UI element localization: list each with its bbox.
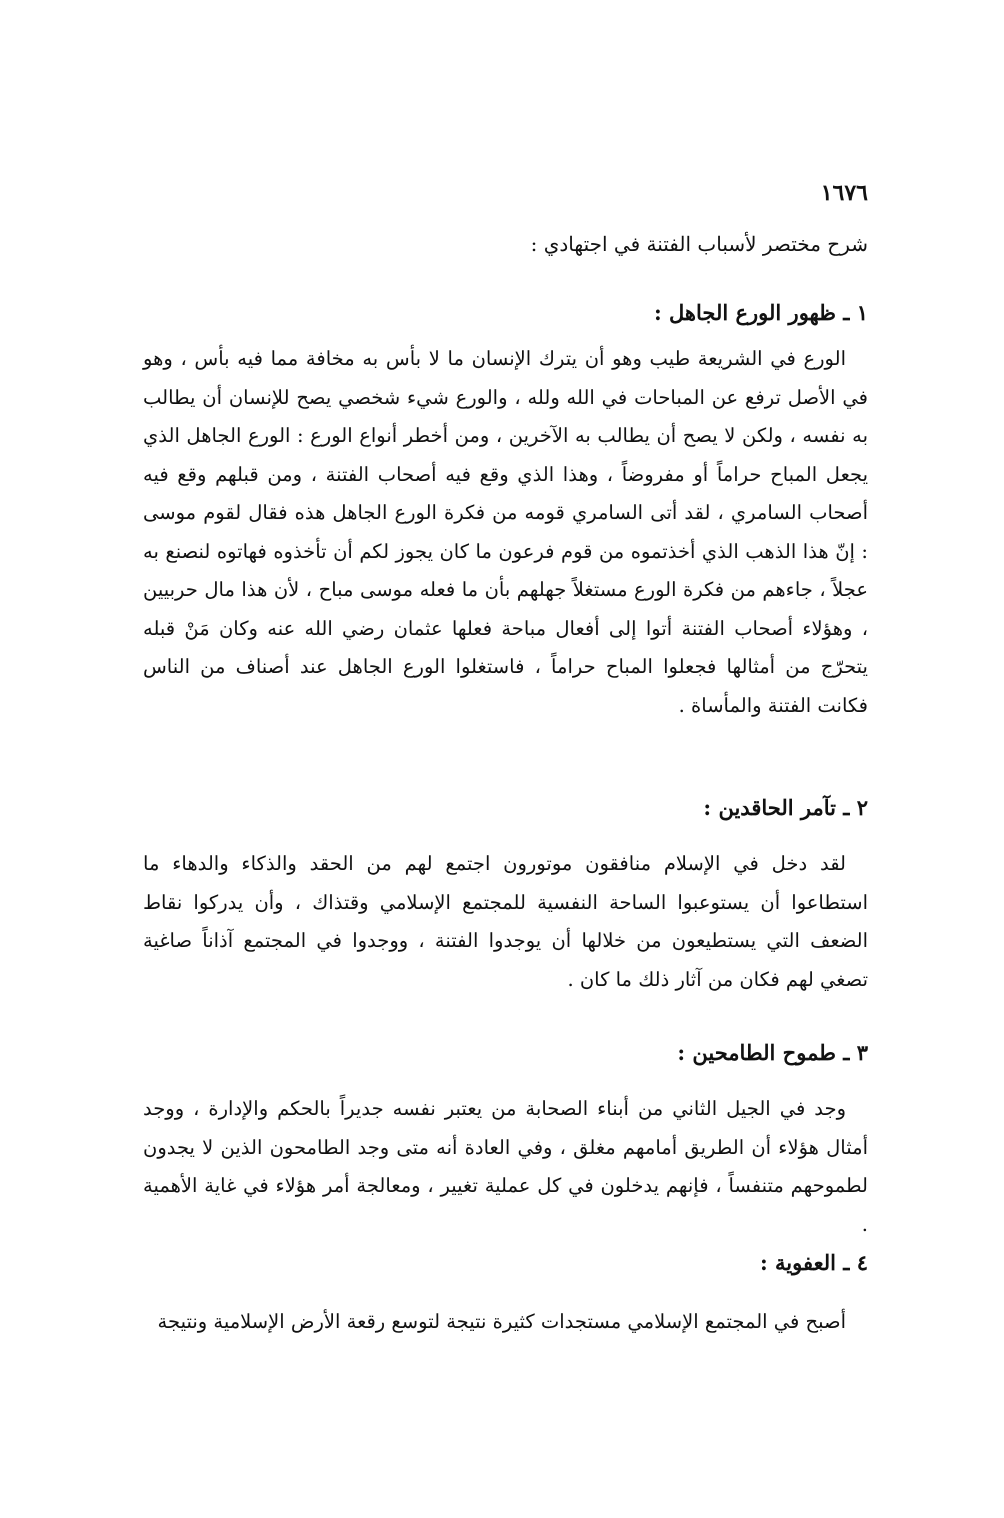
section-heading-2: ٢ ـ تآمر الحاقدين :	[703, 795, 868, 820]
page-number: ١٦٧٦	[820, 180, 868, 206]
section-paragraph-2: لقد دخل في الإسلام منافقون موتورون اجتمع لهم من الحقد والذكاء والدهاء ما استطاعوا أن يستوعبوا الساحة النفسية للمجتمع الإسلامي وقتذاك ، وأن يدركوا نقاط الضعف التي يستطيعون من خلالها أن يوجدوا الفتنة ، ووجدوا في المجتمع آذاناً صاغية تصغي لهم فكان من آثار ذلك ما كان .	[143, 852, 868, 991]
section-paragraph-1: الورع في الشريعة طيب وهو أن يترك الإنسان ما لا بأس به مخافة مما فيه بأس ، وهو في الأصل ترفع عن المباحات في الله ولله ، والورع شيء شخصي يصح للإنسان أن يطالب به نفسه ، ولكن لا يصح أن يطالب به الآخرين ، ومن أخطر أنواع الورع : الورع الجاهل الذي يجعل المباح حراماً أو مفروضاً ، وهذا الذي وقع فيه أصحاب الفتنة ، ومن قبلهم وقع فيه أصحاب السامري ، لقد أتى السامري قومه من فكرة الورع الجاهل هذه فقال لقوم موسى : إنّ هذا الذهب الذي أخذتموه من قوم فرعون ما كان يجوز لكم أن تأخذوه فهاتوه لنصنع به عجلاً ، جاءهم من فكرة الورع مستغلاً جهلهم بأن ما فعله موسى مباح ، لأن هذا مال حربيين ، وهؤلاء أصحاب الفتنة أتوا إلى أفعال مباحة فعلها عثمان رضي الله عنه وكان مَنْ قبله يتحرّج من أمثالها فجعلوا المباح حراماً ، فاستغلوا الورع الجاهل عند أصناف من الناس فكانت الفتنة والمأساة .	[143, 347, 868, 717]
section-heading-4: ٤ ـ العفوية :	[759, 1250, 868, 1275]
section-paragraph-3: وجد في الجيل الثاني من أبناء الصحابة من يعتبر نفسه جديراً بالحكم والإدارة ، ووجد أمثال هؤلاء أن الطريق أمامهم مغلق ، وفي العادة أنه متى وجد الطامحون الذين لا يجدون لطموحهم متنفساً ، فإنهم يدخلون في كل عملية تغيير ، ومعالجة أمر هؤلاء في غاية الأهمية .	[143, 1097, 868, 1236]
section-paragraph-4: أصبح في المجتمع الإسلامي مستجدات كثيرة نتيجة لتوسع رقعة الأرض الإسلامية ونتيجة	[157, 1310, 846, 1333]
section-heading-3: ٣ ـ طموح الطامحين :	[677, 1040, 868, 1065]
intro-line: شرح مختصر لأسباب الفتنة في اجتهادي :	[530, 232, 868, 256]
section-heading-1: ١ ـ ظهور الورع الجاهل :	[653, 300, 868, 325]
